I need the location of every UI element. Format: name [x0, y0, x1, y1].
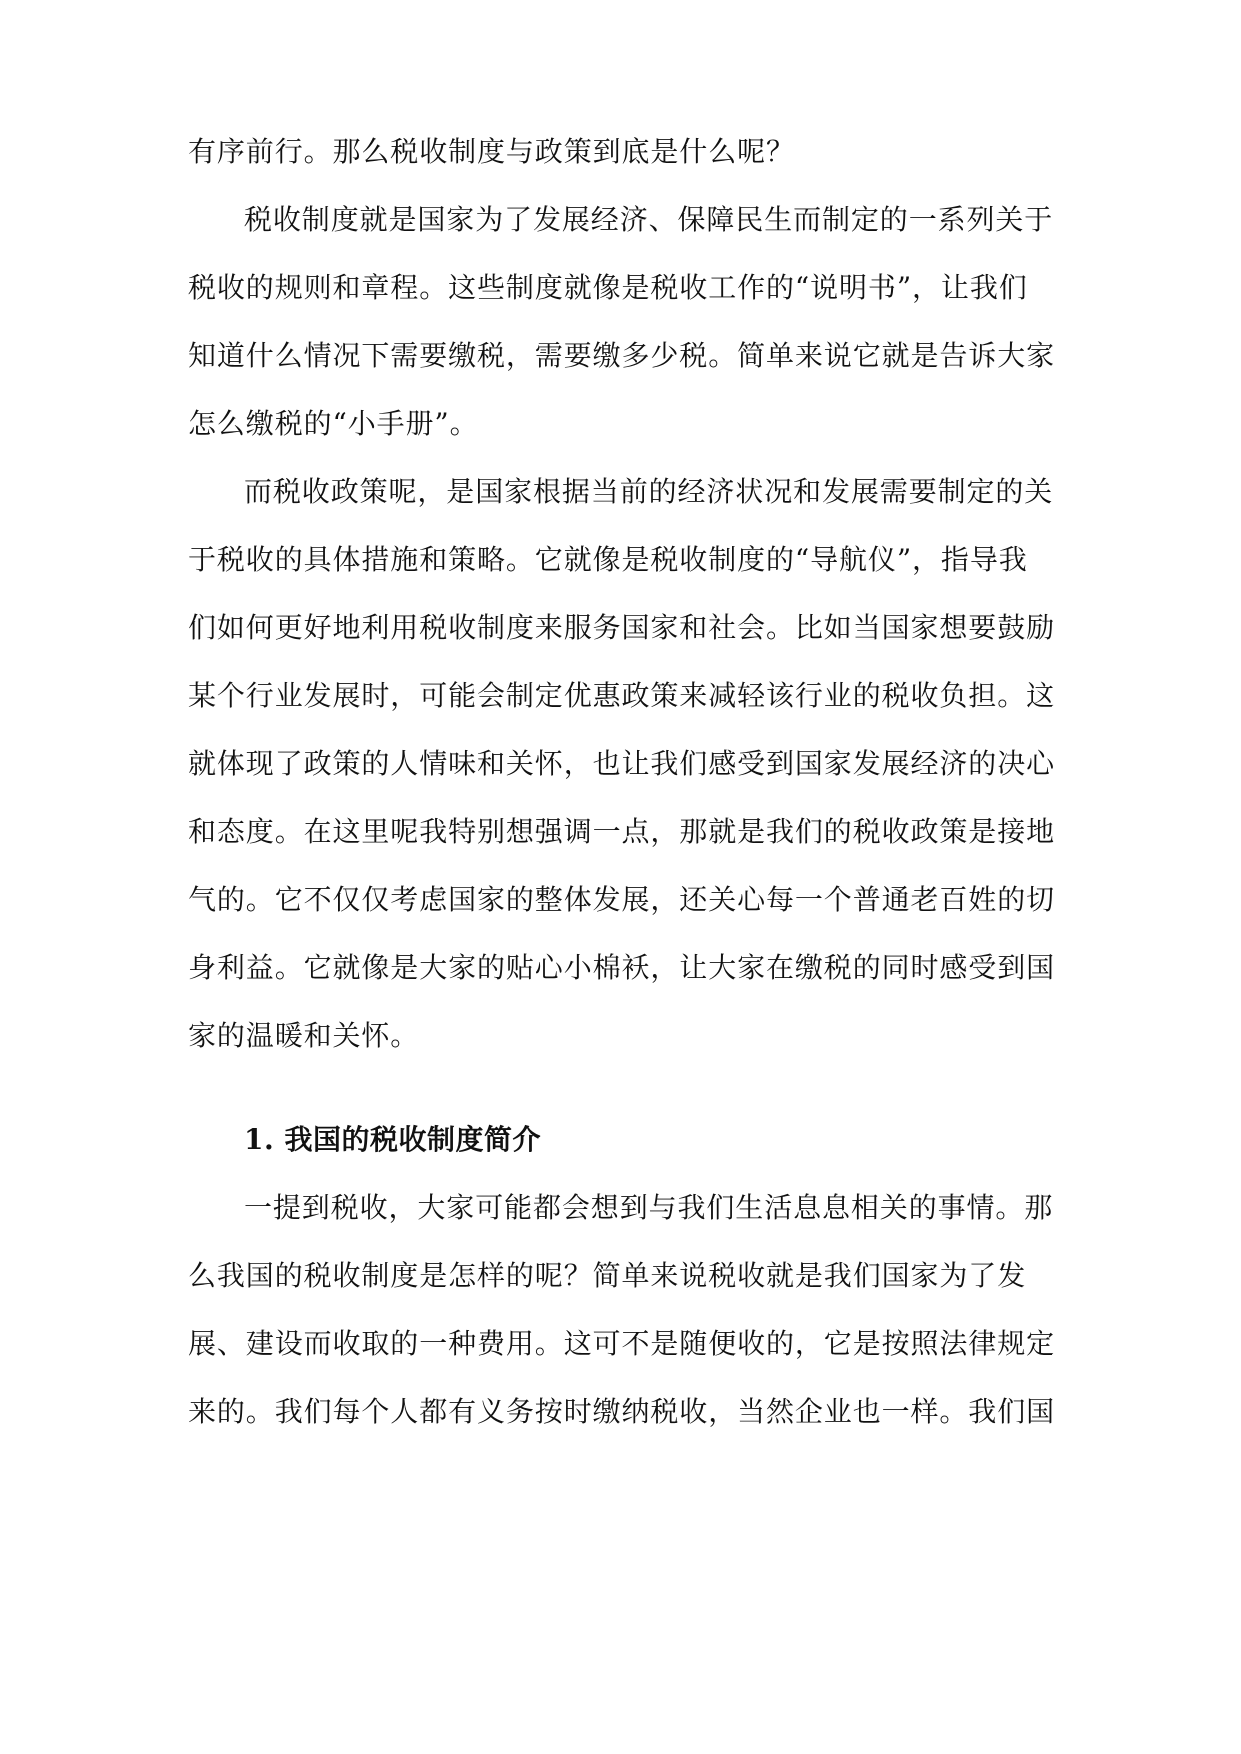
- paragraph-line: 怎么缴税的“小手册”。: [188, 407, 479, 440]
- paragraph-line: 么我国的税收制度是怎样的呢？简单来说税收就是我们国家为了发: [188, 1259, 1027, 1292]
- section-heading: 1. 我国的税收制度简介: [244, 1123, 541, 1156]
- paragraph-line: 家的温暖和关怀。: [188, 1019, 420, 1052]
- paragraph-line: 税收的规则和章程。这些制度就像是税收工作的“说明书”，让我们: [188, 271, 1028, 304]
- paragraph-line: 于税收的具体措施和策略。它就像是税收制度的“导航仪”，指导我: [188, 543, 1028, 576]
- paragraph-line: 气的。它不仅仅考虑国家的整体发展，还关心每一个普通老百姓的切: [188, 883, 1056, 916]
- paragraph-line: 知道什么情况下需要缴税，需要缴多少税。简单来说它就是告诉大家: [188, 339, 1056, 372]
- paragraph-line: 税收制度就是国家为了发展经济、保障民生而制定的一系列关于: [244, 203, 1054, 236]
- paragraph-line: 和态度。在这里呢我特别想强调一点，那就是我们的税收政策是接地: [188, 815, 1056, 848]
- paragraph-line: 一提到税收，大家可能都会想到与我们生活息息相关的事情。那: [244, 1191, 1054, 1224]
- paragraph-line: 有序前行。那么税收制度与政策到底是什么呢？: [188, 135, 795, 168]
- paragraph-line: 身利益。它就像是大家的贴心小棉袄，让大家在缴税的同时感受到国: [188, 951, 1056, 984]
- paragraph-line: 就体现了政策的人情味和关怀，也让我们感受到国家发展经济的决心: [188, 747, 1056, 780]
- paragraph-line: 展、建设而收取的一种费用。这可不是随便收的，它是按照法律规定: [188, 1327, 1056, 1360]
- paragraph-line: 而税收政策呢，是国家根据当前的经济状况和发展需要制定的关: [244, 475, 1054, 508]
- paragraph-line: 来的。我们每个人都有义务按时缴纳税收，当然企业也一样。我们国: [188, 1395, 1056, 1428]
- paragraph-line: 某个行业发展时，可能会制定优惠政策来减轻该行业的税收负担。这: [188, 679, 1056, 712]
- paragraph-line: 们如何更好地利用税收制度来服务国家和社会。比如当国家想要鼓励: [188, 611, 1056, 644]
